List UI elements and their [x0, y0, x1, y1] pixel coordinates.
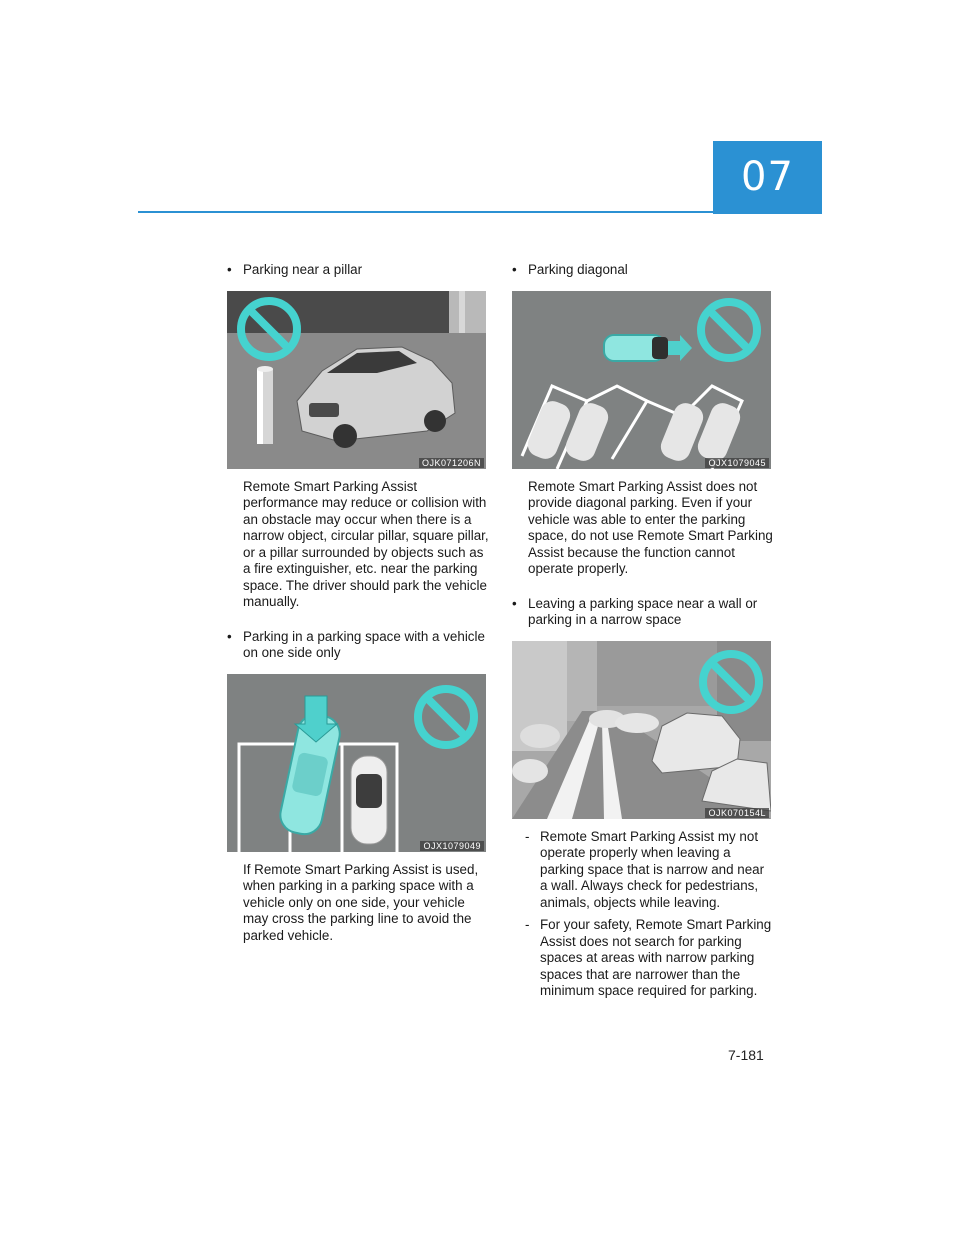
paragraph-pillar: Remote Smart Parking Assist performance may reduce or collision with an obstacle may occur when there is a narrow object, circular pillar, square pillar, or a pillar surrounded by objects such as a fire extinguisher, etc. near the parking space. The driver should park the vehicle manually. — [243, 478, 489, 609]
bullet-diagonal: • Parking diagonal — [510, 262, 775, 279]
dash-item-safety: - For your safety, Remote Smart Parking Assist does not search for parking spaces at areas with narrow parking spaces that are narrower than the minimum space required for parking. — [510, 917, 775, 1000]
header-rule — [138, 211, 713, 213]
dash-item-narrow-wall: - Remote Smart Parking Assist my not operate properly when leaving a parking space that is narrow and near a wall. Always check for pedestrians, animals, objects while leaving. — [510, 829, 775, 912]
paragraph-diagonal: Remote Smart Parking Assist does not provide diagonal parking. Even if your vehicle was able to enter the parking space, do not use Remote Smart Parking Assist because the function cannot operate properly. — [528, 478, 773, 576]
wall-narrow-illustration — [512, 641, 771, 819]
chapter-tab: 07 — [713, 141, 822, 214]
figure-one-side-vehicle — [227, 674, 486, 852]
figure-code: OJX1079049 — [420, 841, 484, 851]
figure-wall-narrow — [512, 641, 771, 819]
figure-diagonal — [512, 291, 771, 469]
one-side-illustration — [227, 674, 486, 852]
figure-code: OJX1079045 — [705, 458, 769, 468]
bullet-wall-narrow: • Leaving a parking space near a wall or parking in a narrow space — [510, 596, 775, 629]
figure-code: OJK071206N — [419, 458, 484, 468]
bullet-pillar: • Parking near a pillar — [225, 262, 490, 279]
paragraph-one-side-vehicle: If Remote Smart Parking Assist is used, when parking in a parking space with a vehicle only on one side, your vehicle may cross the parking line to avoid the parked vehicle. — [243, 861, 479, 943]
bullet-one-side-vehicle: • Parking in a parking space with a vehicle on one side only — [225, 629, 490, 662]
figure-pillar — [227, 291, 486, 469]
pillar-illustration — [227, 291, 486, 469]
figure-code: OJK070154L — [705, 808, 769, 818]
right-column — [510, 262, 775, 1006]
diagonal-illustration — [512, 291, 771, 469]
page-number: 7-181 — [728, 1047, 764, 1063]
left-column — [225, 262, 490, 962]
